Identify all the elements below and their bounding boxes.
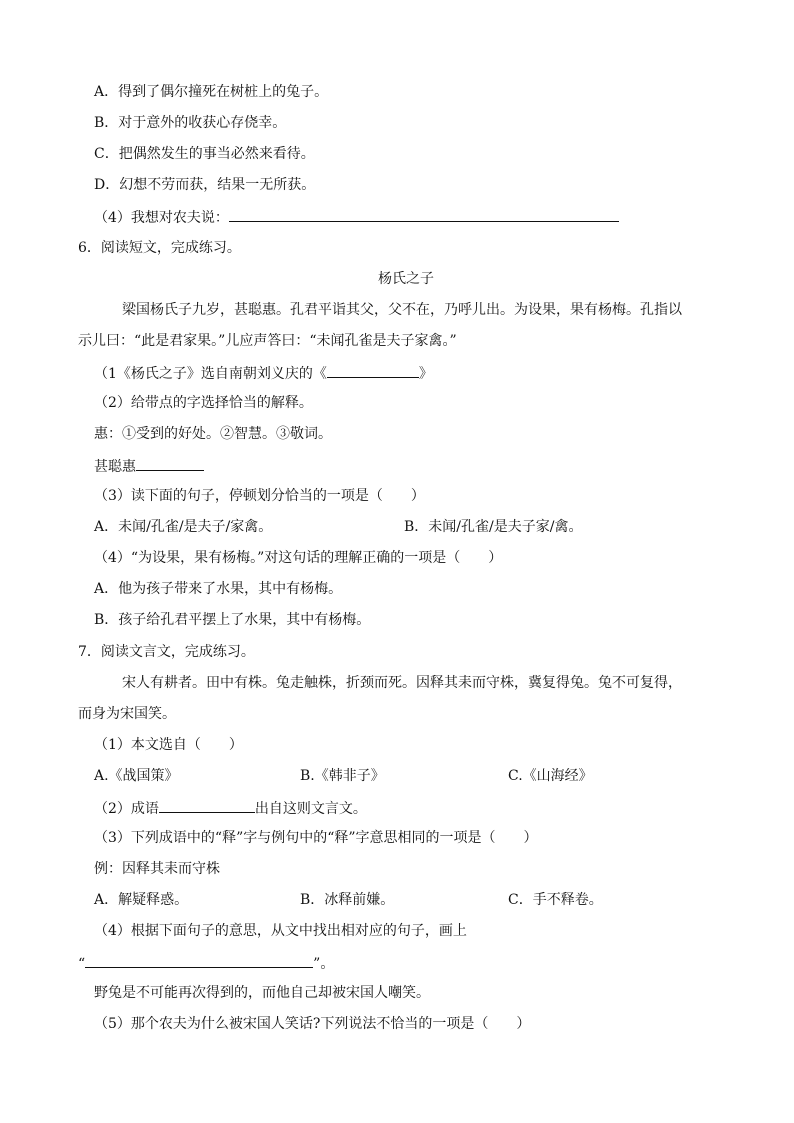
passage-paragraph-2: 示儿曰：“此是君家果。”儿应声答曰：“未闻孔雀是夫子家禽。”: [78, 333, 457, 349]
q6-heading: 6．阅读短文，完成练习。: [78, 240, 241, 256]
q7-sub3-option-c: C．手不释卷。: [508, 892, 603, 908]
answer-blank[interactable]: [136, 456, 204, 471]
q7-example: 例：因释其耒而守株: [94, 861, 220, 877]
q7-sub2: [94, 798, 367, 818]
quote-open: “: [78, 956, 86, 972]
answer-blank[interactable]: [327, 363, 419, 378]
q7-target-sentence: 野兔是不可能再次得到的，而他自己却被宋国人嘲笑。: [94, 985, 430, 1001]
q7-sub1: （1）本文选自（ ）: [94, 737, 243, 753]
q5-option-b: B．对于意外的收获心存侥幸。: [94, 115, 287, 131]
q5-option-c: C．把偶然发生的事当必然来看待。: [94, 146, 315, 162]
q7-sub4: （4）根据下面句子的意思，从文中找出相对应的句子，画上: [94, 923, 467, 939]
q6-sub2: （2）给带点的字选择恰当的解释。: [94, 395, 313, 411]
q7-sub2-end: 出自这则文言文。: [254, 801, 367, 817]
passage-title: 杨氏之子: [378, 271, 434, 287]
q6-sub3-option-a: A．未闻/孔雀/是夫子/家禽。: [94, 519, 273, 535]
gan-cong-hui-item: [94, 456, 204, 476]
q5-sub4: [94, 207, 619, 227]
q7-sub3-option-b: B．冰释前嫌。: [300, 892, 395, 908]
answer-blank[interactable]: [159, 798, 255, 813]
q7-passage-paragraph-1: 宋人有耕者。田中有株。兔走触株，折颈而死。因释其耒而守株，冀复得兔。兔不可复得，: [122, 675, 682, 691]
q6-sub3-option-b: B．未闻/孔雀/是夫子家/禽。: [404, 519, 583, 535]
passage-paragraph-1: 梁国杨氏子九岁，甚聪惠。孔君平诣其父，父不在，乃呼儿出。为设果，果有杨梅。孔指以: [122, 302, 682, 318]
q7-sub3: （3）下列成语中的“释”字与例句中的“释”字意思相同的一项是（ ）: [94, 830, 538, 846]
q6-sub4-option-b: B．孩子给孔君平摆上了水果，其中有杨梅。: [94, 612, 371, 628]
gan-cong-hui-word: 甚聪惠: [94, 459, 136, 475]
q7-sub5: （5）那个农夫为什么被宋国人笑话?下列说法不恰当的一项是（ ）: [94, 1016, 531, 1032]
q6-sub4: （4）“为设果，果有杨梅。”对这句话的理解正确的一项是（ ）: [94, 550, 503, 566]
answer-blank[interactable]: [85, 953, 313, 968]
q6-sub1-text: （1《杨氏之子》选自南朝刘义庆的《: [94, 366, 327, 382]
q7-sub3-option-a: A．解疑释惑。: [94, 892, 189, 908]
q6-sub4-option-a: A．他为孩子带来了水果，其中有杨梅。: [94, 581, 343, 597]
q7-heading: 7．阅读文言文，完成练习。: [78, 644, 255, 660]
q7-passage-paragraph-2: 而身为宋国笑。: [78, 706, 176, 722]
q6-sub1: [94, 363, 433, 383]
q5-option-a: A．得到了偶尔撞死在树桩上的兔子。: [94, 84, 329, 100]
answer-blank[interactable]: [229, 207, 619, 222]
hui-definitions: 惠：①受到的好处。②智慧。③敬词。: [94, 426, 332, 442]
q5-option-d: D．幻想不劳而获，结果一无所获。: [94, 177, 316, 193]
q5-sub4-text: （4）我想对农夫说：: [94, 210, 229, 226]
q7-sub1-option-c: C.《山海经》: [508, 768, 593, 784]
q7-sub2-text: （2）成语: [94, 801, 159, 817]
q6-sub1-end: 》: [418, 366, 433, 382]
q7-sub1-option-b: B.《韩非子》: [300, 768, 385, 784]
quote-close: ”。: [313, 956, 335, 972]
q6-sub3: （3）读下面的句子，停顿划分恰当的一项是（ ）: [94, 488, 425, 504]
q7-quote-answer: [78, 953, 334, 973]
q7-sub1-option-a: A.《战国策》: [94, 768, 179, 784]
